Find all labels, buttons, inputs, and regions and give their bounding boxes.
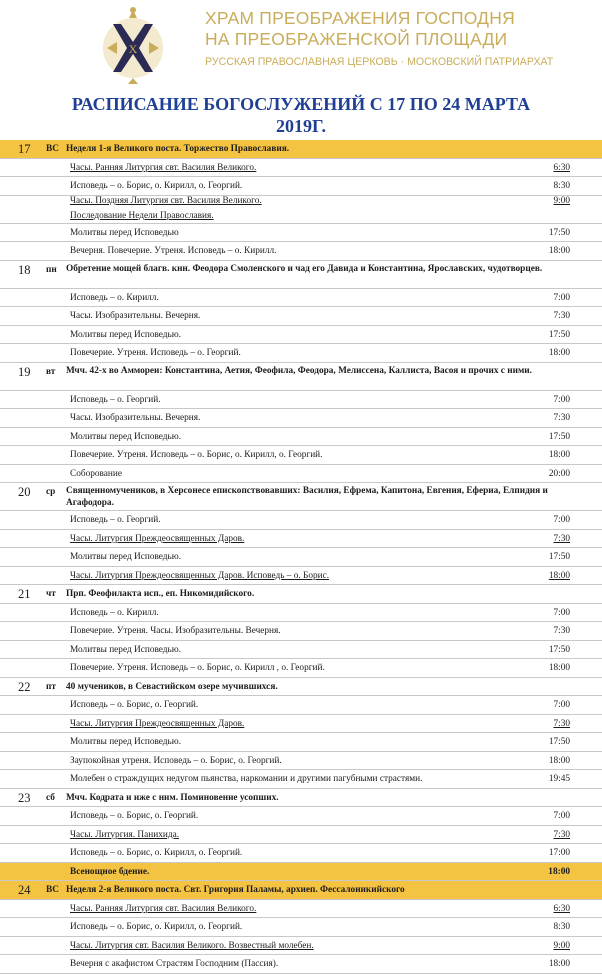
- service-time: 20:00: [548, 468, 570, 479]
- feast-title: Обретение мощей благв. кнн. Феодора Смоленского и чад его Давида и Константина, Ярославских, чудотворцев.: [66, 263, 543, 274]
- service-text: Часы. Литургия. Панихида.: [70, 829, 180, 840]
- day-number: 23: [18, 790, 31, 805]
- day-number: 21: [18, 587, 31, 601]
- weekday: пн: [46, 264, 57, 275]
- service-time: 17:50: [548, 329, 570, 340]
- service-text: Повечерие. Утреня. Исповедь – о. Борис, о. Кирилл, о. Георгий.: [70, 450, 323, 460]
- service-time: 9:00: [553, 195, 570, 206]
- service-time: 17:50: [548, 644, 570, 655]
- feast-title: Неделя 2-я Великого поста. Свт. Григория Паламы, архиеп. Фессалоникийского: [66, 885, 405, 895]
- weekday: сб: [46, 792, 55, 803]
- service-text: Исповедь – о. Борис, о. Кирилл, о. Георгий.: [70, 848, 243, 858]
- service-time: 18:00: [548, 866, 570, 877]
- service-text: Соборование: [70, 468, 122, 479]
- feast-title: Мчч. 42-х во Аммореи: Константина, Аетия, Феофила, Феодора, Мелиссена, Каллиста, Васоя и прочих с ними.: [66, 365, 532, 376]
- service-row: [0, 326, 602, 345]
- service-time: 8:30: [553, 181, 570, 191]
- weekday: вт: [46, 366, 56, 377]
- weekday: пт: [46, 681, 56, 692]
- service-time: 7:00: [553, 700, 570, 710]
- schedule-title-line1: РАСПИСАНИЕ БОГОСЛУЖЕНИЙ С 17 ПО 24 МАРТА: [71, 94, 531, 114]
- service-text: Исповедь – о. Кирилл.: [70, 292, 159, 303]
- service-row: [0, 696, 602, 715]
- service-row: [0, 937, 602, 956]
- service-time: 7:30: [553, 311, 570, 321]
- service-time: 7:30: [553, 829, 570, 840]
- weekday: ср: [46, 487, 56, 497]
- schedule-title-line2: 2019Г.: [276, 116, 326, 136]
- service-row: [0, 307, 602, 326]
- weekday: чт: [46, 589, 56, 599]
- service-text: Молитвы перед Исповедью.: [70, 737, 182, 747]
- service-text: Вечерня. Повечерие. Утреня. Исповедь – о. Кирилл.: [70, 246, 277, 256]
- service-time: 6:30: [553, 162, 570, 173]
- service-row: [0, 770, 602, 789]
- service-text: Молитвы перед Исповедью.: [70, 431, 182, 442]
- service-row: [0, 604, 602, 623]
- service-row: [0, 567, 602, 586]
- service-row: [0, 224, 602, 243]
- service-text: Повечерие. Утреня. Исповедь – о. Георгий.: [70, 348, 241, 358]
- service-row: [0, 344, 602, 363]
- schedule-title: [0, 93, 602, 137]
- service-row: [0, 196, 602, 224]
- service-text: Часы. Литургия свт. Василия Великого. Возвестный молебен.: [70, 940, 314, 951]
- day-header-row: [0, 261, 602, 289]
- service-row: [0, 391, 602, 410]
- service-text: Молитвы перед Исповедью.: [70, 644, 182, 655]
- service-text: Часы. Изобразительны. Вечерня.: [70, 311, 201, 321]
- day-header-row: [0, 678, 602, 697]
- day-header-row: [0, 363, 602, 391]
- day-number: 18: [18, 262, 31, 277]
- church-title-line1: ХРАМ ПРЕОБРАЖЕНИЯ ГОСПОДНЯ: [205, 8, 515, 28]
- service-row: [0, 548, 602, 567]
- service-row: [0, 159, 602, 178]
- service-time: 18:00: [548, 959, 570, 969]
- service-time: 7:00: [553, 292, 570, 303]
- service-row: [0, 807, 602, 826]
- service-time: 17:50: [548, 552, 570, 562]
- service-row: [0, 641, 602, 660]
- service-text: Всенощное бдение.: [70, 866, 150, 877]
- service-time: 7:00: [553, 607, 570, 618]
- church-subtitle: РУССКАЯ ПРАВОСЛАВНАЯ ЦЕРКОВЬ · МОСКОВСКИЙ ПАТРИАРХАТ: [205, 56, 554, 68]
- service-row: [0, 289, 602, 308]
- service-text: Исповедь – о. Борис, о. Георгий.: [70, 700, 199, 710]
- service-row: [0, 900, 602, 919]
- service-text: Часы. Ранняя Литургия свт. Василия Великого.: [70, 903, 257, 914]
- service-row: [0, 530, 602, 549]
- service-row: [0, 752, 602, 771]
- service-text: Часы. Литургия Преждеосвященных Даров.: [70, 718, 245, 729]
- weekday: ВС: [46, 144, 59, 154]
- service-time: 7:00: [553, 811, 570, 821]
- service-text: Исповедь – о. Борис, о. Кирилл, о. Георгий.: [70, 922, 243, 932]
- service-time: 7:30: [553, 413, 570, 423]
- feast-title: Неделя 1-я Великого поста. Торжество Православия.: [66, 144, 290, 154]
- day-number: 19: [18, 364, 31, 379]
- day-header-row: [0, 585, 602, 604]
- service-row: [0, 659, 602, 678]
- service-text: Часы. Литургия Преждеосвященных Даров. Исповедь – о. Борис.: [70, 570, 330, 581]
- service-time: 6:30: [553, 903, 570, 914]
- service-text: Исповедь – о. Кирилл.: [70, 607, 159, 618]
- service-time: 7:30: [553, 718, 570, 729]
- service-text: Повечерие. Утреня. Исповедь – о. Борис, о. Кирилл , о. Георгий.: [70, 663, 325, 673]
- service-text: Часы. Изобразительны. Вечерня.: [70, 413, 201, 423]
- feast-title: Мчч. Кодрата и иже с ним. Поминовение усопших.: [66, 792, 279, 803]
- service-text: Часы. Поздняя Литургия свт. Василия Великого.: [70, 195, 262, 206]
- day-number: 20: [18, 485, 31, 499]
- service-row: [0, 511, 602, 530]
- day-header-row: [0, 140, 602, 159]
- church-title: [205, 8, 595, 50]
- day-number: 24: [18, 883, 31, 897]
- day-header-row: [0, 881, 602, 900]
- svg-text:Х: Х: [128, 42, 138, 56]
- feast-title: 40 мучеников, в Севастийском озере мучившихся.: [66, 681, 278, 692]
- service-time: 17:00: [548, 848, 570, 858]
- service-text: Молитвы перед Исповедью.: [70, 329, 182, 340]
- service-time: 7:30: [553, 533, 570, 544]
- service-time: 18:00: [548, 246, 570, 256]
- service-text: Заупокойная утреня. Исповедь – о. Борис, о. Георгий.: [70, 755, 282, 766]
- service-text: Вечерня с акафистом Страстям Господним (Пассия).: [70, 959, 279, 969]
- service-time: 18:00: [548, 348, 570, 358]
- weekday: ВС: [46, 885, 59, 895]
- service-row: [0, 715, 602, 734]
- service-time: 7:00: [553, 515, 570, 525]
- service-time: 18:00: [548, 755, 570, 766]
- day-header-row: [0, 789, 602, 808]
- service-time: 17:50: [548, 431, 570, 442]
- service-time: 7:00: [553, 394, 570, 405]
- service-text: Часы. Литургия Преждеосвященных Даров.: [70, 533, 245, 544]
- service-time: 18:00: [548, 570, 570, 581]
- service-time: 17:50: [548, 227, 570, 238]
- service-text: Исповедь – о. Борис, о. Георгий.: [70, 811, 199, 821]
- service-row: [0, 446, 602, 465]
- service-text: Исповедь – о. Георгий.: [70, 394, 161, 405]
- service-time: 19:45: [548, 774, 570, 784]
- service-text: Часы. Ранняя Литургия свт. Василия Великого.: [70, 162, 257, 173]
- feast-title: Прп. Феофилакта исп., еп. Никомидийского.: [66, 589, 255, 599]
- church-title-line2: НА ПРЕОБРАЖЕНСКОЙ ПЛОЩАДИ: [205, 29, 508, 49]
- service-row: [0, 409, 602, 428]
- service-row: [0, 622, 602, 641]
- service-row: [0, 242, 602, 261]
- feast-title: Священномучеников, в Херсонесе епископствовавших: Василия, Ефрема, Капитона, Евгения, Ефериа, Елпидия и Агафодора.: [66, 486, 548, 508]
- service-text-2: Последование Недели Православия.: [70, 210, 214, 221]
- service-time: 7:30: [553, 626, 570, 636]
- service-time: 18:00: [548, 450, 570, 460]
- service-text: Молитвы перед Исповедью.: [70, 552, 182, 562]
- service-text: Исповедь – о. Георгий.: [70, 515, 161, 525]
- service-row: [0, 733, 602, 752]
- service-text: Повечерие. Утреня. Часы. Изобразительны. Вечерня.: [70, 626, 281, 636]
- service-text: Молитвы перед Исповедью: [70, 227, 179, 238]
- service-row: [0, 428, 602, 447]
- service-row: [0, 844, 602, 863]
- church-emblem-icon: [93, 6, 173, 86]
- header: [0, 0, 602, 88]
- service-time: 8:30: [553, 922, 570, 932]
- service-row: [0, 863, 602, 882]
- service-time: 17:50: [548, 737, 570, 747]
- service-row: [0, 826, 602, 845]
- schedule-table: [0, 140, 602, 974]
- service-row: [0, 465, 602, 484]
- service-text: Молебен о страждущих недугом пьянства, наркомании и другими пагубными страстями.: [70, 774, 423, 784]
- service-time: 18:00: [548, 663, 570, 673]
- service-text: Исповедь – о. Борис, о. Кирилл, о. Георгий.: [70, 181, 243, 191]
- service-time: 9:00: [553, 940, 570, 951]
- day-header-row: [0, 483, 602, 511]
- service-row: [0, 955, 602, 974]
- day-number: 17: [18, 142, 31, 156]
- day-number: 22: [18, 679, 31, 694]
